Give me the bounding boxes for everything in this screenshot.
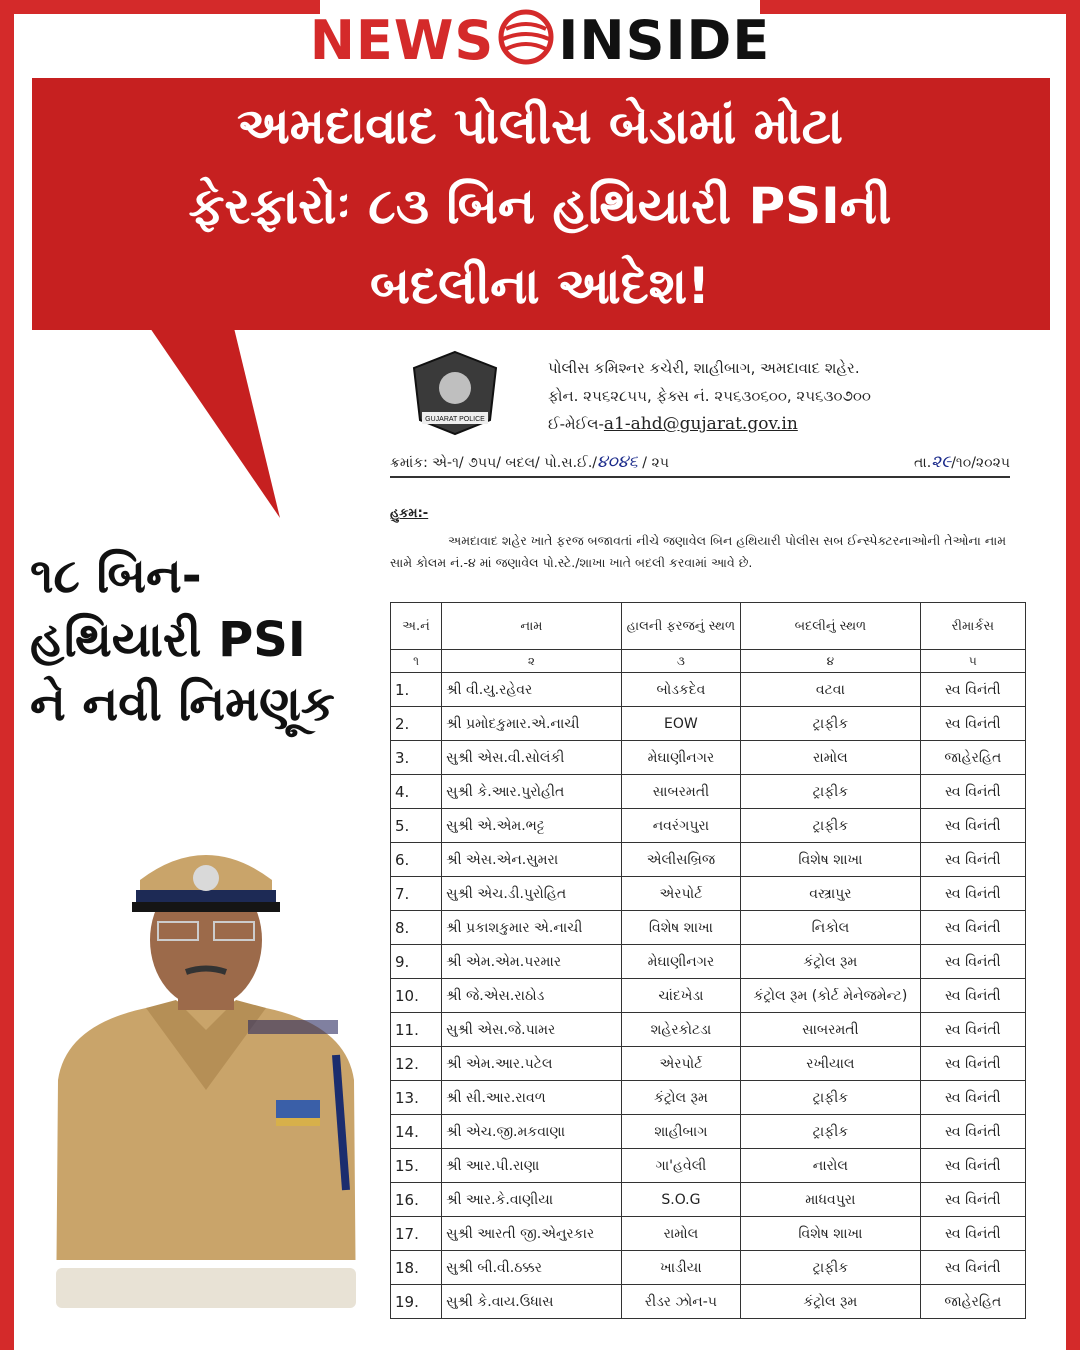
date-prefix: તા. (913, 455, 932, 471)
row-serial: 19. (391, 1285, 442, 1319)
remarks: સ્વ વિનંતી (920, 1217, 1025, 1251)
date-suffix: /૧૦/૨૦૨૫ (951, 455, 1010, 471)
current-posting: કંટ્રોલ રૂમ (621, 1081, 740, 1115)
side-caption-line-1: ૧૮ બિન- (30, 548, 202, 604)
current-posting: EOW (621, 707, 740, 741)
current-posting: એલીસબ્રિજ (621, 843, 740, 877)
globe-icon (498, 9, 554, 65)
table-row (391, 775, 1026, 809)
colnum-3: ૩ (621, 650, 740, 673)
colnum-4: ૪ (741, 650, 921, 673)
red-frame-right (1066, 0, 1080, 1350)
table-header-row (391, 603, 1026, 650)
emblem-label: GUJARAT POLICE (425, 416, 485, 423)
officer-name: શ્રી એમ.એમ.પરમાર (442, 945, 622, 979)
officer-name: સુશ્રી એસ.વી.સોલંકી (442, 741, 622, 775)
table-row (391, 1013, 1026, 1047)
row-serial: 16. (391, 1183, 442, 1217)
table-row (391, 1115, 1026, 1149)
current-posting: મેઘાણીનગર (621, 945, 740, 979)
current-posting: નવરંગપુરા (621, 809, 740, 843)
new-posting: રામોલ (741, 741, 921, 775)
officer-name: શ્રી પ્રમોદકુમાર.એ.નાચી (442, 707, 622, 741)
table-row (391, 877, 1026, 911)
side-caption (30, 544, 370, 736)
new-posting: નિકોલ (741, 911, 921, 945)
headline-line-2: ફેરફારોઃ ૮૩ બિન હથિયારી PSIની (188, 177, 892, 235)
transfer-table (390, 602, 1026, 1319)
row-serial: 10. (391, 979, 442, 1013)
remarks: સ્વ વિનંતી (920, 945, 1025, 979)
headline-line-1: અમદાવાદ પોલીસ બેડામાં મોટા (237, 97, 843, 155)
ref-suffix: / ૨૫ (637, 455, 669, 471)
gujarat-police-emblem (410, 350, 500, 436)
remarks: સ્વ વિનંતી (920, 775, 1025, 809)
remarks: સ્વ વિનંતી (920, 911, 1025, 945)
remarks: સ્વ વિનંતી (920, 1183, 1025, 1217)
current-posting: એરપોર્ટ (621, 1047, 740, 1081)
row-serial: 12. (391, 1047, 442, 1081)
current-posting: શહેરકોટડા (621, 1013, 740, 1047)
new-posting: વિશેષ શાખા (741, 1217, 921, 1251)
table-row (391, 1047, 1026, 1081)
email-link[interactable]: a1-ahd@gujarat.gov.in (603, 414, 798, 434)
current-posting: બોડકદેવ (621, 673, 740, 707)
row-serial: 4. (391, 775, 442, 809)
officer-name: શ્રી આર.કે.વાણીયા (442, 1183, 622, 1217)
row-serial: 8. (391, 911, 442, 945)
remarks: જાહેરહિત (920, 1285, 1025, 1319)
table-row (391, 1149, 1026, 1183)
table-row (391, 945, 1026, 979)
header-remarks: રીમાર્કસ (920, 603, 1025, 650)
officer-name: સુશ્રી એસ.જે.પામર (442, 1013, 622, 1047)
officer-name: સુશ્રી એચ.ડી.પુરોહિત (442, 877, 622, 911)
row-serial: 15. (391, 1149, 442, 1183)
transfer-order-document (380, 340, 1030, 1340)
officer-photo (36, 790, 376, 1320)
brand-logo (0, 6, 1080, 76)
new-posting: કંટ્રોલ રૂમ (કોર્ટ મેનેજમેન્ટ) (741, 979, 921, 1013)
current-posting: ચાંદખેડા (621, 979, 740, 1013)
row-serial: 18. (391, 1251, 442, 1285)
new-posting: સાબરમતી (741, 1013, 921, 1047)
table-row (391, 1251, 1026, 1285)
remarks: જાહેરહિત (920, 741, 1025, 775)
header-new-posting: બદલીનું સ્થળ (741, 603, 921, 650)
remarks: સ્વ વિનંતી (920, 707, 1025, 741)
headline-line-3: બદલીના આદેશ! (369, 257, 710, 315)
officer-name: સુશ્રી એ.એમ.ભટ્ટ (442, 809, 622, 843)
officer-name: શ્રી સી.આર.રાવળ (442, 1081, 622, 1115)
table-row (391, 1081, 1026, 1115)
header-current-posting: હાલની ફરજનું સ્થળ (621, 603, 740, 650)
current-posting: ખાડીયા (621, 1251, 740, 1285)
current-posting: રામોલ (621, 1217, 740, 1251)
row-serial: 13. (391, 1081, 442, 1115)
remarks: સ્વ વિનંતી (920, 877, 1025, 911)
order-body: અમદાવાદ શહેર ખાતે ફરજ બજાવતાં નીચે જણાવેલ બિન હથિયારી પોલીસ સબ ઈન્સ્પેક્ટરનાઓની તેઓના નામ સામે કોલમ નં.-૪ માં જણાવેલ પો.સ્ટે./શાખા ખાતે બદલી કરવામાં આવે છે. (390, 533, 1007, 570)
new-posting: ટ્રાફીક (741, 775, 921, 809)
officer-name: શ્રી પ્રકાશકુમાર એ.નાચી (442, 911, 622, 945)
new-posting: ટ્રાફીક (741, 1081, 921, 1115)
row-serial: 6. (391, 843, 442, 877)
officer-name: સુશ્રી બી.વી.ઠક્કર (442, 1251, 622, 1285)
table-row (391, 741, 1026, 775)
row-serial: 2. (391, 707, 442, 741)
side-caption-line-2: હથિયારી PSI (30, 612, 306, 668)
table-row (391, 809, 1026, 843)
remarks: સ્વ વિનંતી (920, 809, 1025, 843)
ref-prefix: ક્રમાંક: એ-૧/ ૭૫૫/ બદલ/ પો.સ.ઈ./ (390, 455, 598, 471)
table-row (391, 1285, 1026, 1319)
row-serial: 1. (391, 673, 442, 707)
new-posting: ટ્રાફીક (741, 1115, 921, 1149)
officer-name: શ્રી એચ.જી.મકવાણા (442, 1115, 622, 1149)
remarks: સ્વ વિનંતી (920, 1251, 1025, 1285)
date-handwritten: ૨૯ (931, 452, 952, 472)
header-serial: અ.નં (391, 603, 442, 650)
new-posting: ટ્રાફીક (741, 707, 921, 741)
remarks: સ્વ વિનંતી (920, 1081, 1025, 1115)
current-posting: વિશેષ શાખા (621, 911, 740, 945)
colnum-2: ૨ (442, 650, 622, 673)
new-posting: નારોલ (741, 1149, 921, 1183)
colnum-5: ૫ (920, 650, 1025, 673)
table-row (391, 843, 1026, 877)
current-posting: મેઘાણીનગર (621, 741, 740, 775)
row-serial: 5. (391, 809, 442, 843)
remarks: સ્વ વિનંતી (920, 1115, 1025, 1149)
new-posting: વટવા (741, 673, 921, 707)
officer-name: શ્રી વી.યુ.રહેવર (442, 673, 622, 707)
reference-row (390, 448, 1010, 478)
row-serial: 17. (391, 1217, 442, 1251)
speech-pointer (150, 328, 290, 528)
current-posting: સાબરમતી (621, 775, 740, 809)
officer-name: શ્રી એસ.એન.સુમરા (442, 843, 622, 877)
new-posting: કંટ્રોલ રૂમ (741, 1285, 921, 1319)
row-serial: 11. (391, 1013, 442, 1047)
new-posting: વસ્ત્રાપુર (741, 877, 921, 911)
row-serial: 9. (391, 945, 442, 979)
order-title: હુકમ:- (390, 506, 429, 521)
reference-number (390, 452, 669, 472)
remarks: સ્વ વિનંતી (920, 1149, 1025, 1183)
remarks: સ્વ વિનંતી (920, 979, 1025, 1013)
office-email-line (548, 410, 1018, 438)
table-row (391, 1217, 1026, 1251)
table-row (391, 979, 1026, 1013)
email-label: ઈ-મેઈલ- (548, 415, 604, 433)
table-row (391, 911, 1026, 945)
new-posting: ટ્રાફીક (741, 809, 921, 843)
remarks: સ્વ વિનંતી (920, 843, 1025, 877)
row-serial: 3. (391, 741, 442, 775)
current-posting: ગા'હવેલી (621, 1149, 740, 1183)
ref-handwritten: ૪૦૪૬ (597, 452, 638, 472)
red-frame-left (0, 0, 14, 1350)
row-serial: 7. (391, 877, 442, 911)
new-posting: ટ્રાફીક (741, 1251, 921, 1285)
remarks: સ્વ વિનંતી (920, 673, 1025, 707)
office-phone: ફોન. ૨૫૬૨૮૫૫, ફેક્સ નં. ૨૫૬૩૦૬૦૦, ૨૫૬૩૦૭૦૦ (548, 387, 871, 405)
side-caption-line-3: ને નવી નિમણૂક (30, 676, 335, 732)
new-posting: કંટ્રોલ રૂમ (741, 945, 921, 979)
officer-name: સુશ્રી કે.વાય.ઉધાસ (442, 1285, 622, 1319)
order-date (914, 452, 1010, 472)
headline (40, 86, 1040, 326)
office-header (548, 354, 1018, 438)
officer-name: સુશ્રી આરતી જી.એનુરકાર (442, 1217, 622, 1251)
remarks: સ્વ વિનંતી (920, 1013, 1025, 1047)
current-posting: રીડર ઝોન-૫ (621, 1285, 740, 1319)
header-name: નામ (442, 603, 622, 650)
officer-name: શ્રી જે.એસ.રાઠોડ (442, 979, 622, 1013)
new-posting: રખીયાલ (741, 1047, 921, 1081)
brand-inside: INSIDE (558, 9, 771, 72)
current-posting: એરપોર્ટ (621, 877, 740, 911)
row-serial: 14. (391, 1115, 442, 1149)
remarks: સ્વ વિનંતી (920, 1047, 1025, 1081)
office-address: પોલીસ કમિશ્નર કચેરી, શાહીબાગ, અમદાવાદ શહેર. (548, 359, 860, 377)
officer-name: સુશ્રી કે.આર.પુરોહીત (442, 775, 622, 809)
brand-news: NEWS (309, 9, 495, 72)
colnum-1: ૧ (391, 650, 442, 673)
officer-name: શ્રી એમ.આર.પટેલ (442, 1047, 622, 1081)
current-posting: શાહીબાગ (621, 1115, 740, 1149)
officer-name: શ્રી આર.પી.રાણા (442, 1149, 622, 1183)
table-row (391, 707, 1026, 741)
new-posting: માધવપુરા (741, 1183, 921, 1217)
new-posting: વિશેષ શાખા (741, 843, 921, 877)
current-posting: S.O.G (621, 1183, 740, 1217)
table-row (391, 1183, 1026, 1217)
table-row (391, 673, 1026, 707)
column-number-row (391, 650, 1026, 673)
